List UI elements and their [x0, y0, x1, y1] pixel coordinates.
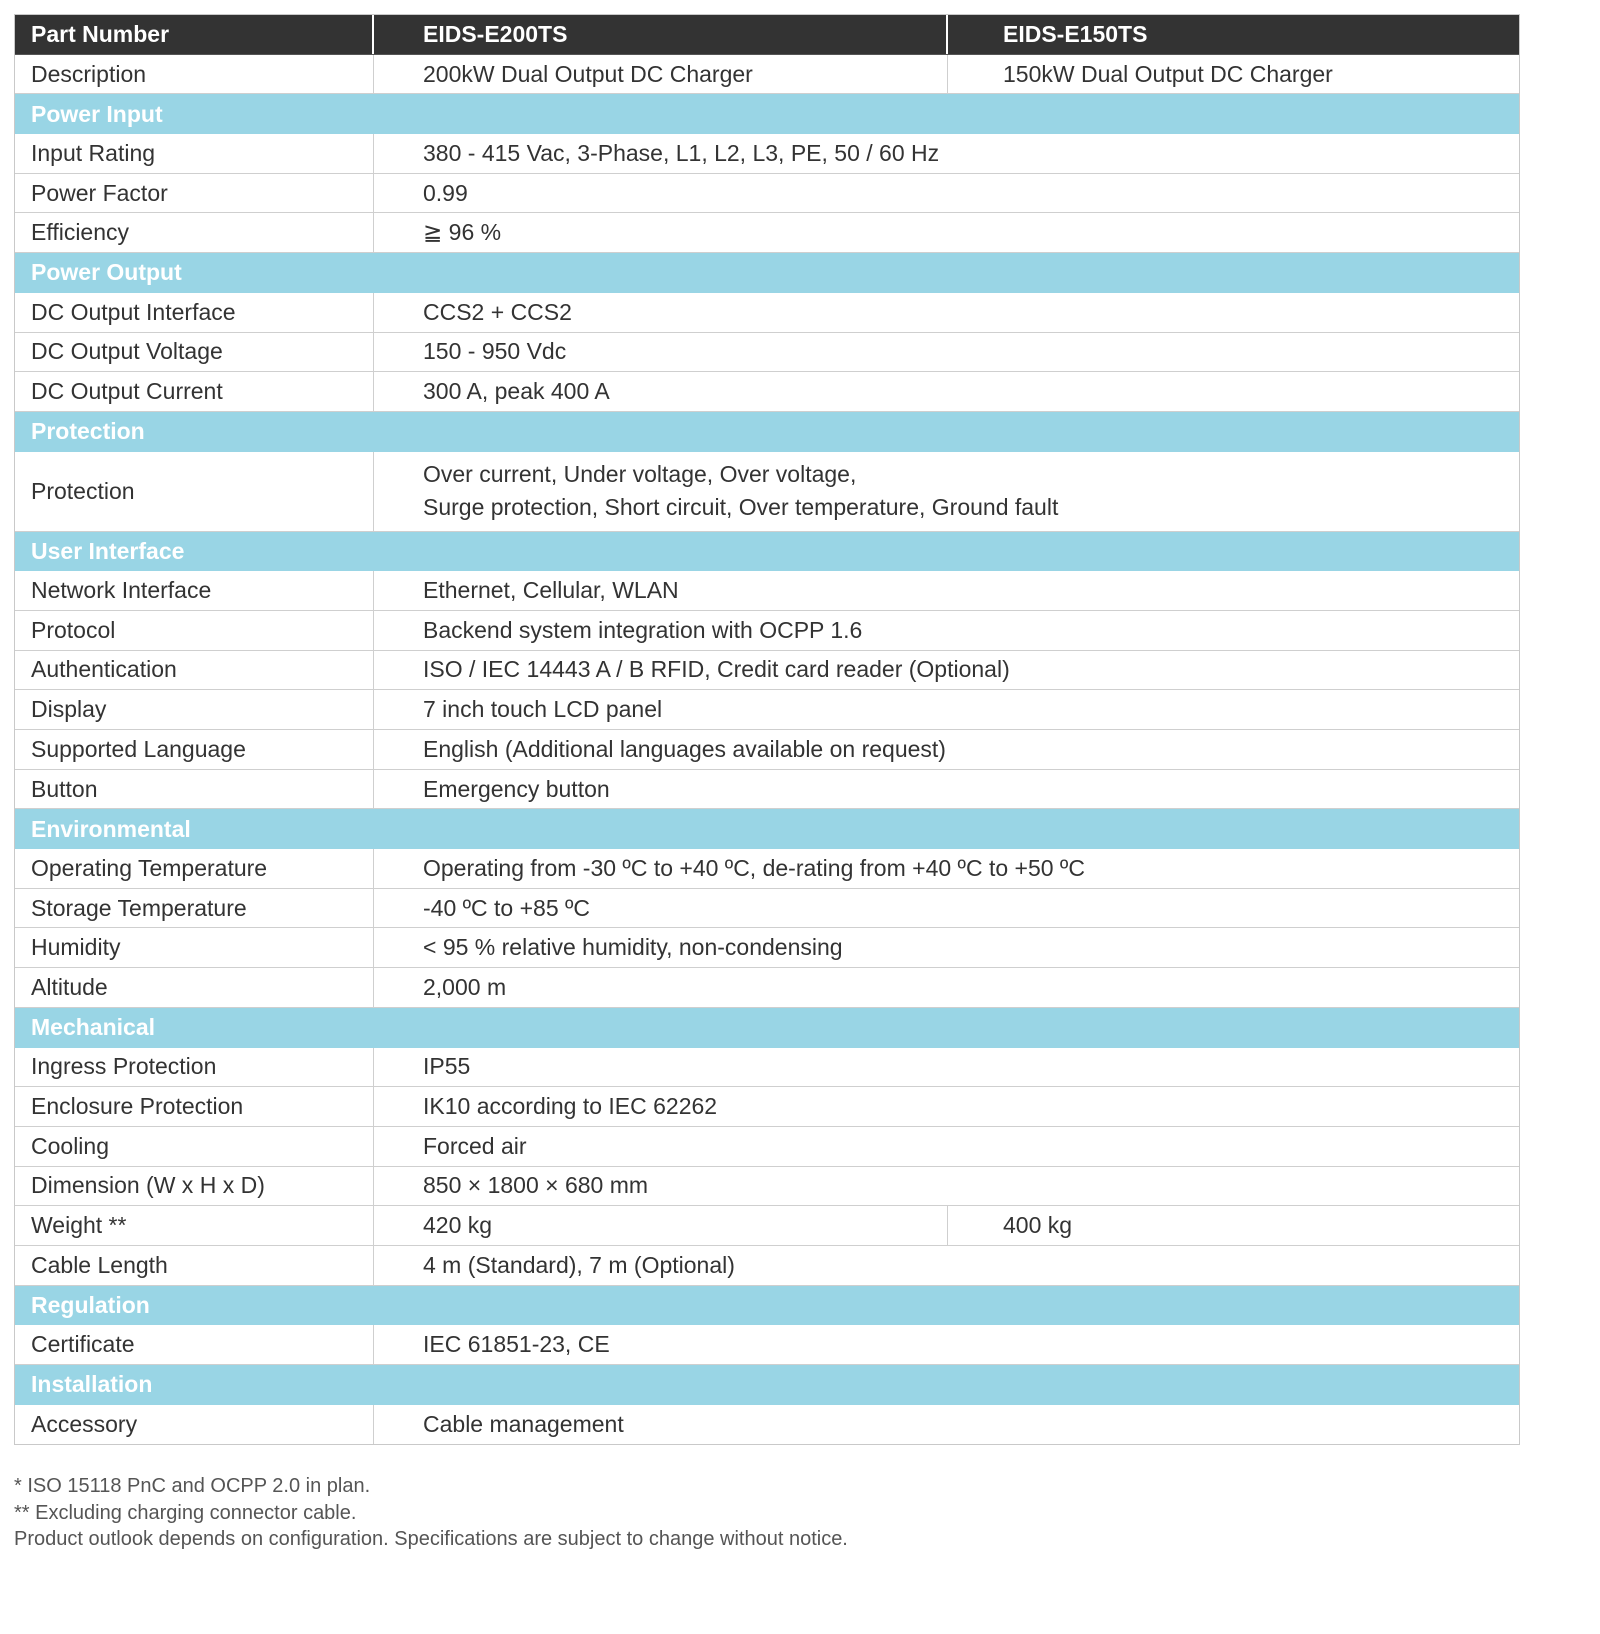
row-value: -40 ºC to +85 ºC: [423, 894, 591, 921]
table-row: [15, 1048, 1519, 1088]
table-row: [15, 928, 1519, 968]
section-title: Regulation: [31, 1291, 150, 1318]
row-value: ISO / IEC 14443 A / B RFID, Credit card reader (Optional): [423, 656, 1010, 683]
row-value: IK10 according to IEC 62262: [423, 1093, 718, 1120]
row-label: Efficiency: [15, 213, 374, 252]
table-row: [15, 1325, 1519, 1365]
section-installation: [15, 1365, 1519, 1405]
row-value: IEC 61851-23, CE: [423, 1331, 610, 1358]
table-row: [15, 174, 1519, 214]
row-value: 150 - 950 Vdc: [423, 338, 567, 365]
table-row: [15, 770, 1519, 810]
section-title: Power Input: [31, 100, 163, 127]
row-label: Display: [15, 690, 374, 729]
row-label: DC Output Interface: [15, 293, 374, 332]
row-label: Operating Temperature: [15, 849, 374, 888]
row-value: Backend system integration with OCPP 1.6: [423, 616, 863, 643]
table-row: [15, 1206, 1519, 1246]
footnote: Product outlook depends on configuration. Specifications are subject to change without notice.: [14, 1528, 848, 1550]
row-label: Network Interface: [15, 571, 374, 610]
spec-table: [14, 14, 1520, 1445]
row-label: Weight **: [15, 1206, 374, 1245]
section-power-output: [15, 253, 1519, 293]
table-row: [15, 293, 1519, 333]
row-value: 380 - 415 Vac, 3-Phase, L1, L2, L3, PE, 50 / 60 Hz: [423, 139, 940, 166]
section-environmental: [15, 809, 1519, 849]
section-title: Installation: [31, 1371, 153, 1398]
row-value: Operating from -30 ºC to +40 ºC, de-rating from +40 ºC to +50 ºC: [423, 854, 1085, 881]
table-row: [15, 651, 1519, 691]
table-row: [15, 849, 1519, 889]
row-value: 7 inch touch LCD panel: [423, 696, 663, 723]
row-value-b: 400 kg: [1003, 1212, 1073, 1239]
row-label: Altitude: [15, 968, 374, 1007]
row-value-a: 420 kg: [374, 1206, 948, 1245]
row-label: DC Output Voltage: [15, 333, 374, 372]
table-row: [15, 571, 1519, 611]
table-row: [15, 333, 1519, 373]
row-label: Authentication: [15, 651, 374, 690]
row-value: ≧ 96 %: [423, 219, 502, 246]
row-value: [374, 452, 1519, 531]
table-row: [15, 213, 1519, 253]
section-title: Mechanical: [31, 1014, 155, 1041]
table-row: [15, 730, 1519, 770]
row-value: English (Additional languages available on request): [423, 735, 946, 762]
row-value-line: Over current, Under voltage, Over voltage,: [423, 461, 857, 488]
row-label: Humidity: [15, 928, 374, 967]
footnote: * ISO 15118 PnC and OCPP 2.0 in plan.: [14, 1475, 371, 1497]
row-value: 4 m (Standard), 7 m (Optional): [423, 1251, 735, 1278]
section-title: Protection: [31, 418, 145, 445]
row-value: Cable management: [423, 1411, 624, 1438]
part-number-header: Part Number: [15, 15, 374, 54]
section-title: User Interface: [31, 537, 185, 564]
table-row: [15, 452, 1519, 532]
row-label: Cable Length: [15, 1246, 374, 1285]
table-row: [15, 889, 1519, 929]
table-row: [15, 55, 1519, 95]
row-label: DC Output Current: [15, 372, 374, 411]
row-label: Protocol: [15, 611, 374, 650]
row-label: Description: [15, 55, 374, 94]
row-value-a: 200kW Dual Output DC Charger: [374, 55, 948, 94]
footnote: ** Excluding charging connector cable.: [14, 1501, 357, 1524]
row-label: Dimension (W x H x D): [15, 1167, 374, 1206]
model-b-header: EIDS-E150TS: [1003, 20, 1148, 47]
table-row: [15, 372, 1519, 412]
section-title: Power Output: [31, 259, 182, 286]
section-protection: [15, 412, 1519, 452]
row-value-b: 150kW Dual Output DC Charger: [1003, 60, 1333, 87]
row-label: Protection: [15, 452, 374, 531]
table-row: [15, 1167, 1519, 1207]
row-label: Enclosure Protection: [15, 1087, 374, 1126]
row-label: Input Rating: [15, 134, 374, 173]
row-label: Certificate: [15, 1325, 374, 1364]
row-value: 2,000 m: [423, 973, 507, 1000]
row-label: Storage Temperature: [15, 889, 374, 928]
table-row: [15, 134, 1519, 174]
section-regulation: [15, 1286, 1519, 1326]
row-value: Ethernet, Cellular, WLAN: [423, 577, 679, 604]
table-row: [15, 1246, 1519, 1286]
row-value-line: Surge protection, Short circuit, Over temperature, Ground fault: [423, 494, 1059, 521]
section-mechanical: [15, 1008, 1519, 1048]
row-label: Cooling: [15, 1127, 374, 1166]
table-row: [15, 1405, 1519, 1445]
table-row: [15, 611, 1519, 651]
section-power-input: [15, 94, 1519, 134]
row-label: Supported Language: [15, 730, 374, 769]
row-value: Emergency button: [423, 775, 610, 802]
row-value: 300 A, peak 400 A: [423, 378, 610, 405]
row-label: Button: [15, 770, 374, 809]
row-label: Ingress Protection: [15, 1048, 374, 1087]
table-header-row: [15, 15, 1519, 55]
row-value: 0.99: [423, 179, 468, 206]
row-label: Accessory: [15, 1405, 374, 1445]
section-user-interface: [15, 532, 1519, 572]
row-value: 850 × 1800 × 680 mm: [423, 1172, 649, 1199]
row-value: < 95 % relative humidity, non-condensing: [423, 934, 843, 961]
row-value: IP55: [423, 1053, 471, 1080]
table-row: [15, 1087, 1519, 1127]
footnotes: [14, 1473, 848, 1553]
section-title: Environmental: [31, 815, 191, 842]
row-value: CCS2 + CCS2: [423, 298, 572, 325]
table-row: [15, 968, 1519, 1008]
model-a-header: EIDS-E200TS: [374, 15, 948, 54]
row-value: Forced air: [423, 1132, 527, 1159]
table-row: [15, 1127, 1519, 1167]
table-row: [15, 690, 1519, 730]
row-label: Power Factor: [15, 174, 374, 213]
